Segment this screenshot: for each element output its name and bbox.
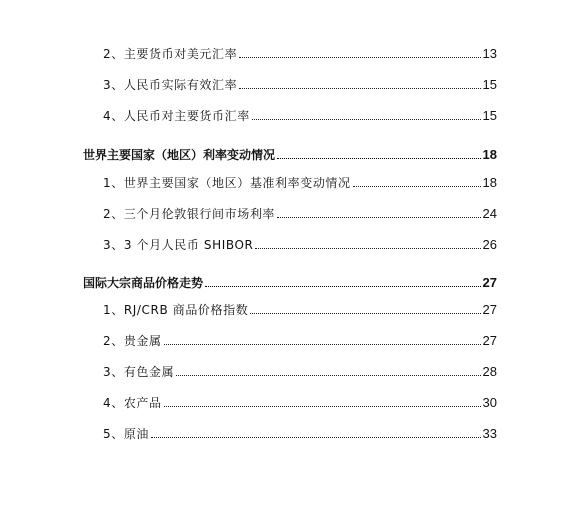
toc-entry-page: 13 xyxy=(482,46,497,61)
toc-entry-title: 5、原油 xyxy=(103,427,150,441)
toc-dot-leader xyxy=(252,118,481,120)
toc-entry-title: 2、主要货币对美元汇率 xyxy=(103,47,238,61)
toc-entry-title: 1、RJ/CRB 商品价格指数 xyxy=(103,303,249,317)
toc-entry-title: 4、人民币对主要货币汇率 xyxy=(103,109,250,123)
toc-entry[interactable] xyxy=(103,298,497,318)
toc-dot-leader xyxy=(164,405,481,407)
toc-entry[interactable] xyxy=(103,73,497,93)
toc-entry[interactable] xyxy=(103,42,497,62)
toc-entry[interactable] xyxy=(103,104,497,124)
toc-section-title: 国际大宗商品价格走势 xyxy=(83,276,204,290)
toc-entry-title: 3、有色金属 xyxy=(103,365,175,379)
toc-entry-page: 27 xyxy=(482,333,497,348)
toc-entry-page: 24 xyxy=(482,206,497,221)
toc-section-page: 27 xyxy=(482,275,497,290)
toc-entry-page: 26 xyxy=(482,237,497,252)
toc-entry-page: 15 xyxy=(482,108,497,123)
toc-section-heading[interactable] xyxy=(83,271,497,291)
toc-entry[interactable] xyxy=(103,171,497,191)
toc-dot-leader xyxy=(176,374,480,376)
toc-dot-leader xyxy=(255,247,480,249)
toc-entry-title: 1、世界主要国家（地区）基准利率变动情况 xyxy=(103,176,351,190)
toc-entry-page: 30 xyxy=(482,395,497,410)
toc-entry-title: 2、贵金属 xyxy=(103,334,162,348)
toc-dot-leader xyxy=(205,285,481,287)
toc-entry-page: 33 xyxy=(482,426,497,441)
toc-dot-leader xyxy=(353,185,481,187)
toc-entry[interactable] xyxy=(103,391,497,411)
toc-entry[interactable] xyxy=(103,233,497,253)
toc-dot-leader xyxy=(151,436,480,438)
toc-entry-page: 28 xyxy=(482,364,497,379)
toc-entry-page: 27 xyxy=(482,302,497,317)
toc-entry-title: 3、3 个月人民币 SHIBOR xyxy=(103,238,254,252)
toc-section-heading[interactable] xyxy=(83,143,497,163)
toc-section-page: 18 xyxy=(482,147,497,162)
toc-entry-page: 18 xyxy=(482,175,497,190)
toc-dot-leader xyxy=(277,216,480,218)
toc-entry-title: 2、三个月伦敦银行间市场利率 xyxy=(103,207,276,221)
toc-dot-leader xyxy=(164,343,481,345)
toc-dot-leader xyxy=(250,312,480,314)
toc-entry-title: 4、农产品 xyxy=(103,396,162,410)
toc-section-title: 世界主要国家（地区）利率变动情况 xyxy=(83,148,276,162)
toc-entry[interactable] xyxy=(103,329,497,349)
toc-entry[interactable] xyxy=(103,360,497,380)
toc-entry-title: 3、人民币实际有效汇率 xyxy=(103,78,238,92)
toc-dot-leader xyxy=(277,157,481,159)
toc-dot-leader xyxy=(239,56,480,58)
toc-dot-leader xyxy=(239,87,480,89)
toc-entry-page: 15 xyxy=(482,77,497,92)
toc-entry[interactable] xyxy=(103,422,497,442)
toc-entry[interactable] xyxy=(103,202,497,222)
